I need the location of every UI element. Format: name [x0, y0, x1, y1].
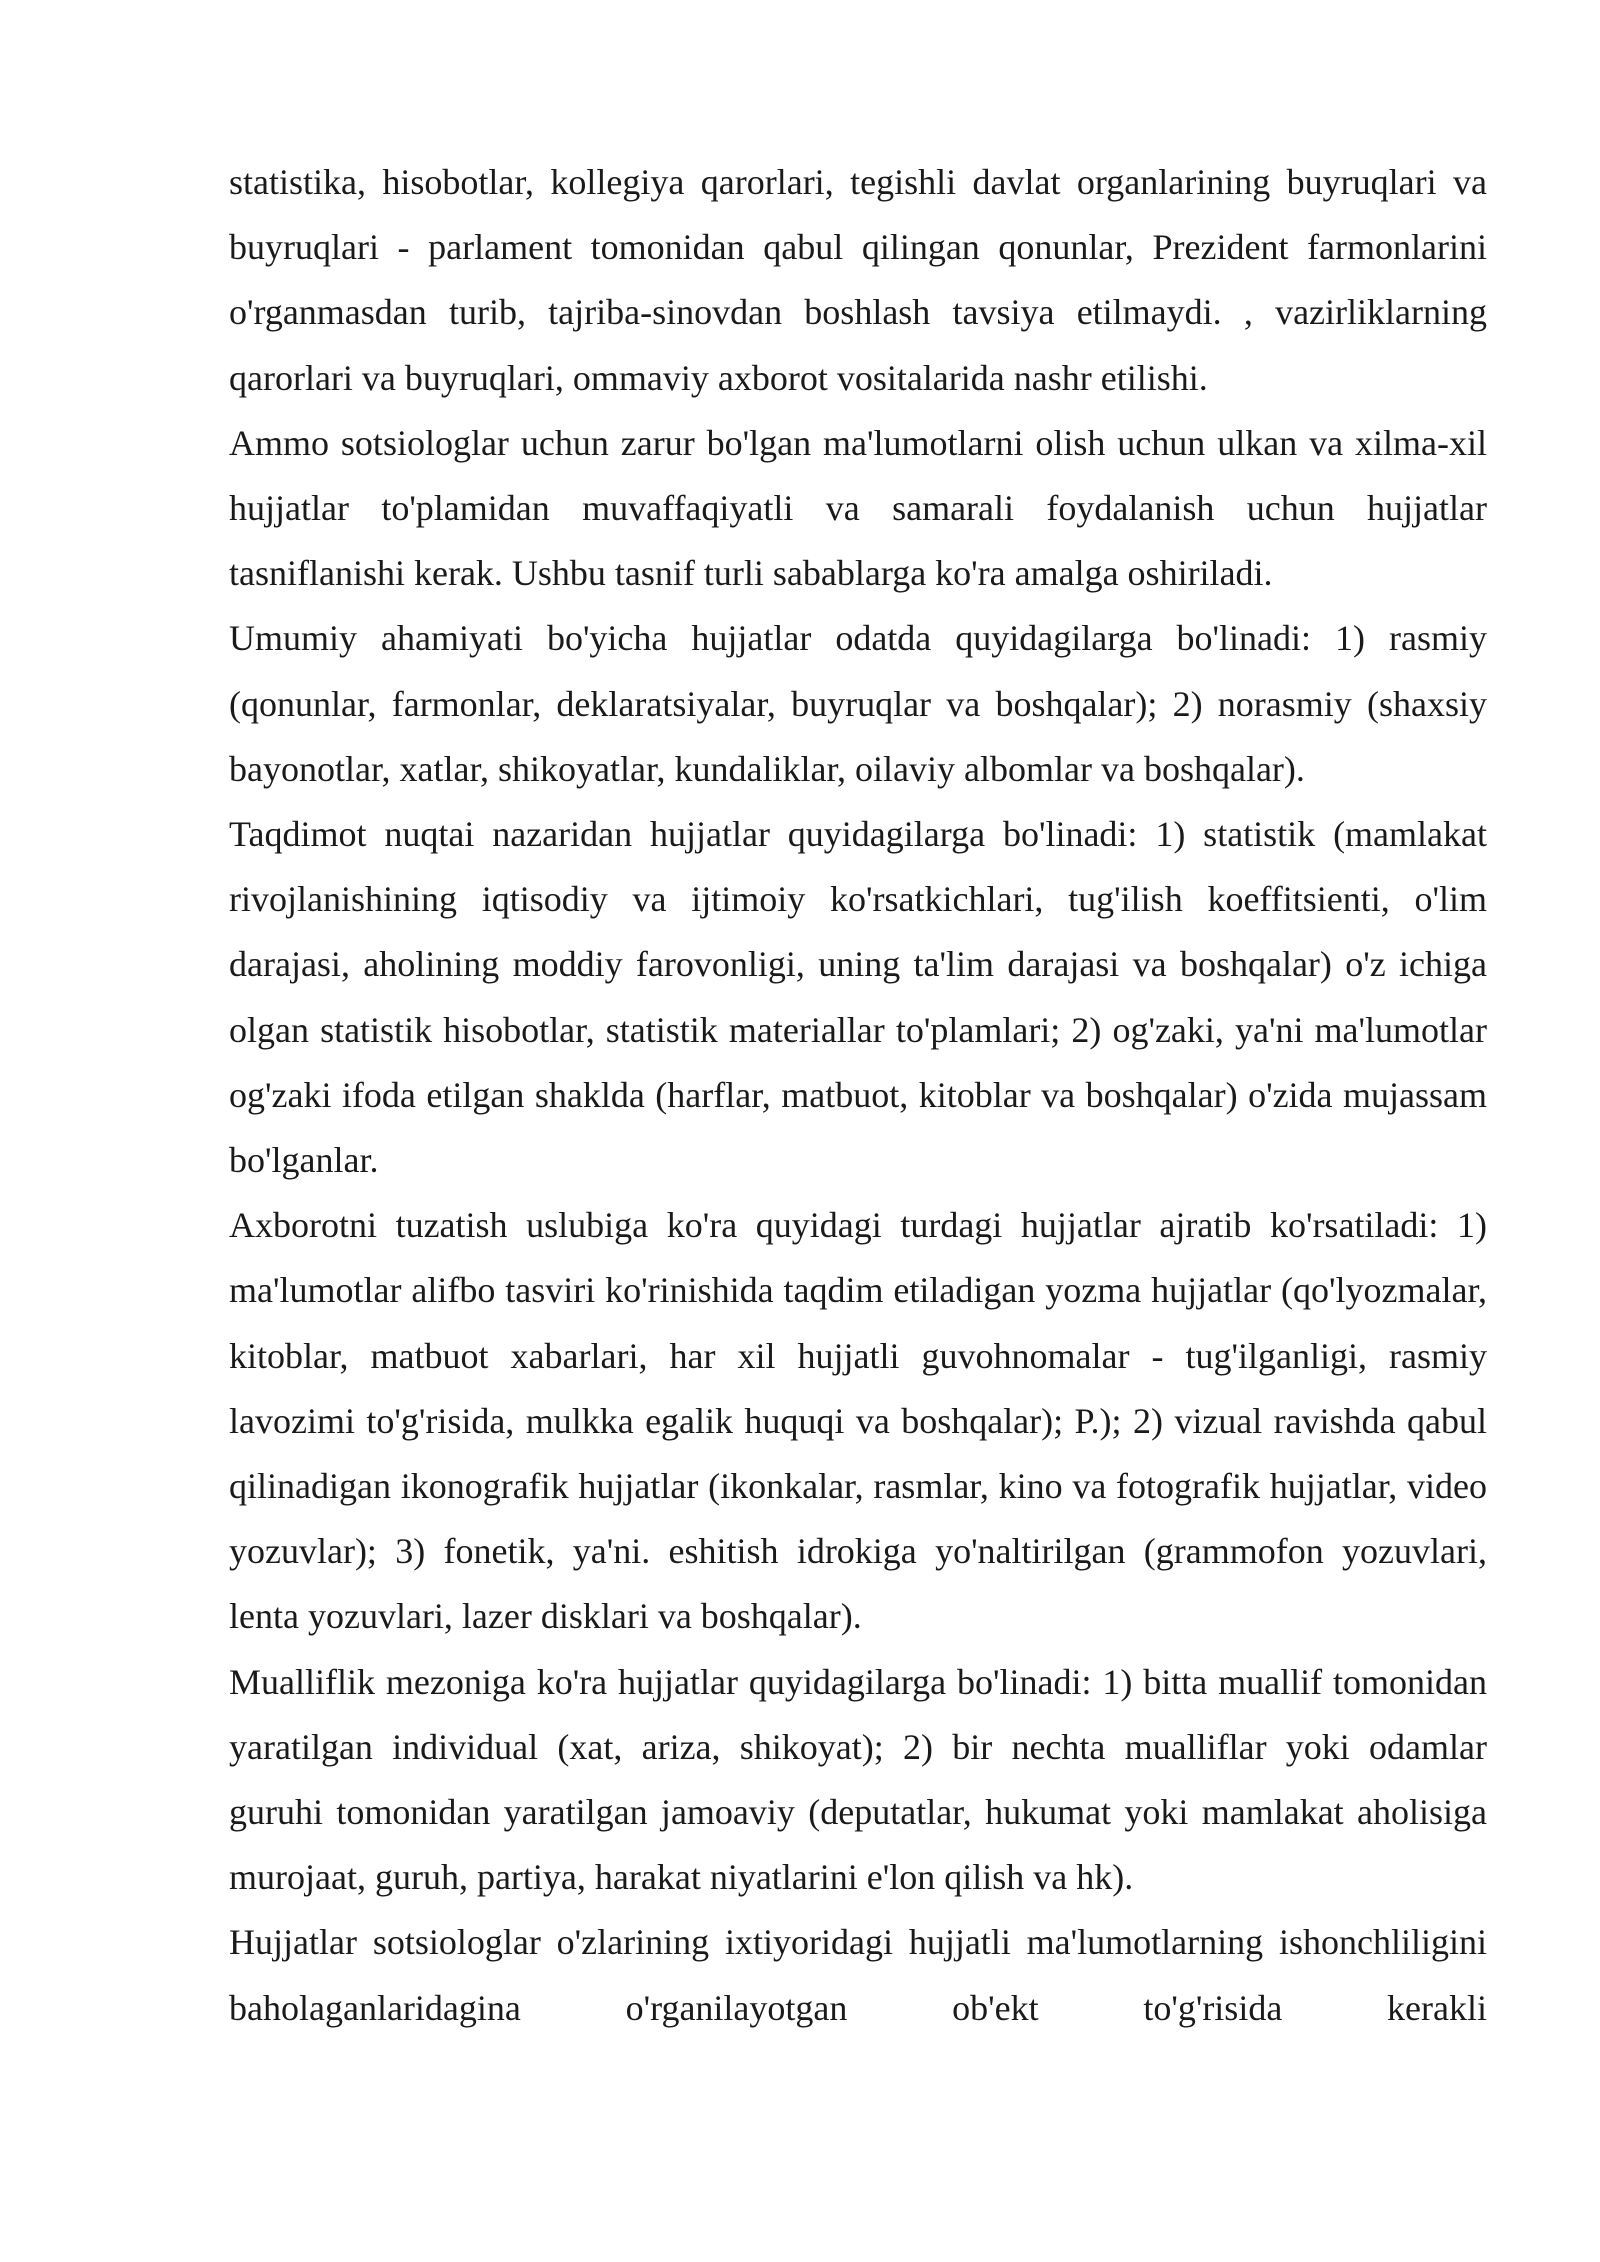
document-body [229, 150, 1487, 2041]
paragraph-7: Hujjatlar sotsiologlar o'zlarining ixtiyoridagi hujjatli ma'lumotlarning ishonchliligini baholaganlaridagina o'rganilayotgan ob'ekt to'g'risida kerakli [229, 1922, 1487, 2028]
paragraph-4: Taqdimot nuqtai nazaridan hujjatlar quyidagilarga bo'linadi: 1) statistik (mamlakat rivojlanishining iqtisodiy va ijtimoiy ko'rsatkichlari, tug'ilish koeffitsienti, o'lim darajasi, aholining moddiy farovonligi, uning ta'lim darajasi va boshqalar) o'z ichiga olgan statistik hisobotlar, statistik materiallar to'plamlari; 2) og'zaki, ya'ni ma'lumotlar og'zaki ifoda etilgan shaklda (harflar, matbuot, kitoblar va boshqalar) o'zida mujassam bo'lganlar. [229, 814, 1487, 1181]
paragraph-5: Axborotni tuzatish uslubiga ko'ra quyidagi turdagi hujjatlar ajratib ko'rsatiladi: 1) ma'lumotlar alifbo tasviri ko'rinishida taqdim etiladigan yozma hujjatlar (qo'lyozmalar, kitoblar, matbuot xabarlari, har xil hujjatli guvohnomalar - tug'ilganligi, rasmiy lavozimi to'g'risida, mulkka egalik huquqi va boshqalar); P.); 2) vizual ravishda qabul qilinadigan ikonografik hujjatlar (ikonkalar, rasmlar, kino va fotografik hujjatlar, video yozuvlar); 3) fonetik, ya'ni. eshitish idrokiga yo'naltirilgan (grammofon yozuvlari, lenta yozuvlari, lazer disklari va boshqalar). [229, 1205, 1487, 1637]
paragraph-6: Mualliflik mezoniga ko'ra hujjatlar quyidagilarga bo'linadi: 1) bitta muallif tomonidan yaratilgan individual (xat, ariza, shikoyat); 2) bir nechta mualliflar yoki odamlar guruhi tomonidan yaratilgan jamoaviy (deputatlar, hukumat yoki mamlakat aholisiga murojaat, guruh, partiya, harakat niyatlarini e'lon qilish va hk). [229, 1661, 1487, 1898]
paragraph-1: statistika, hisobotlar, kollegiya qarorlari, tegishli davlat organlarining buyruqlari va buyruqlari - parlament tomonidan qabul qilingan qonunlar, Prezident farmonlarini o'rganmasdan turib, tajriba-sinovdan boshlash tavsiya etilmaydi. , vazirliklarning qarorlari va buyruqlari, ommaviy axborot vositalarida nashr etilishi. [229, 162, 1487, 398]
paragraph-2: Ammo sotsiologlar uchun zarur bo'lgan ma'lumotlarni olish uchun ulkan va xilma-xil hujjatlar to'plamidan muvaffaqiyatli va samarali foydalanish uchun hujjatlar tasniflanishi kerak. Ushbu tasnif turli sabablarga ko'ra amalga oshiriladi. [229, 422, 1487, 594]
paragraph-3: Umumiy ahamiyati bo'yicha hujjatlar odatda quyidagilarga bo'linadi: 1) rasmiy (qonunlar, farmonlar, deklaratsiyalar, buyruqlar va boshqalar); 2) norasmiy (shaxsiy bayonotlar, xatlar, shikoyatlar, kundaliklar, oilaviy albomlar va boshqalar). [229, 618, 1487, 789]
